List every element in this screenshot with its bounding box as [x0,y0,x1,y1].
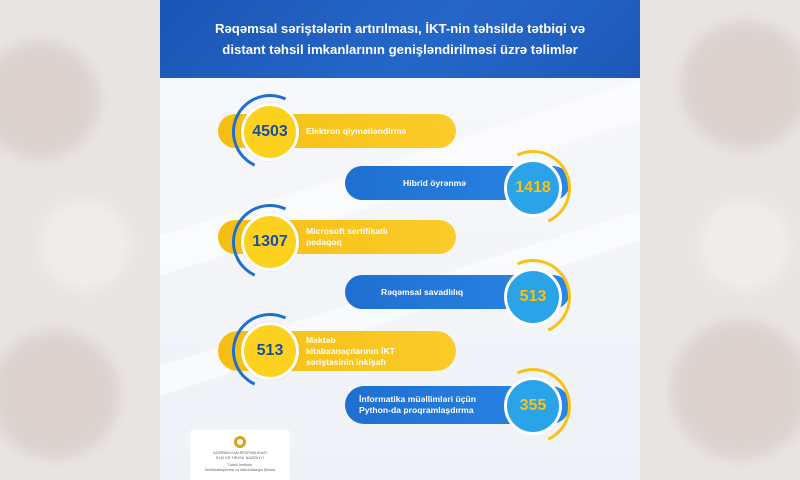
title-line-2: distant təhsil imkanlarının genişləndirilməsi üzrə təlimlər [222,42,578,57]
logo-text-line: ELM VƏ TƏHSİL NAZİRLİYİ [216,456,264,460]
stat-label: Elektron qiymətləndirmə [306,125,407,136]
ministry-logo [190,430,290,480]
header-banner [160,0,640,78]
stat-value-badge: 1307 [241,213,299,271]
background-blur [680,20,800,150]
background-blur [40,200,130,290]
stat-value-badge: 4503 [241,103,299,161]
stat-value-badge: 513 [241,322,299,380]
stat-value-badge: 355 [504,377,562,435]
background-blur [0,40,100,160]
background-blur [700,200,790,290]
logo-text-line: Təhsil İnstitutu [227,463,253,467]
infographic-card [160,0,640,480]
stat-label: İnformatika müəllimləri üçün Python-da proqramlaşdırma [359,394,476,415]
stat-label: Rəqəmsal savadlılıq [381,286,464,297]
stat-value-badge: 1418 [504,159,562,217]
background-blur [0,330,120,460]
page-title [180,18,620,60]
emblem-icon [234,436,246,448]
logo-text-line: AZƏRBAYCAN RESPUBLİKASI [213,451,267,455]
background-blur [670,320,800,460]
stat-label: Məktəb kitabxanaçılarının İKT səriştəsinin inkişafı [306,334,395,367]
stat-label: Hibrid öyrənmə [403,177,467,188]
logo-text-line: Sertifikatlaşdırma və Akkreditasiya Şöbəsi [204,468,276,472]
stat-value-badge: 513 [504,268,562,326]
stat-label: Microsoft sertifikatlı pedaqoq [306,226,388,247]
title-line-1: Rəqəmsal səriştələrin artırılması, İKT-nin təhsildə tətbiqi və [214,21,586,36]
